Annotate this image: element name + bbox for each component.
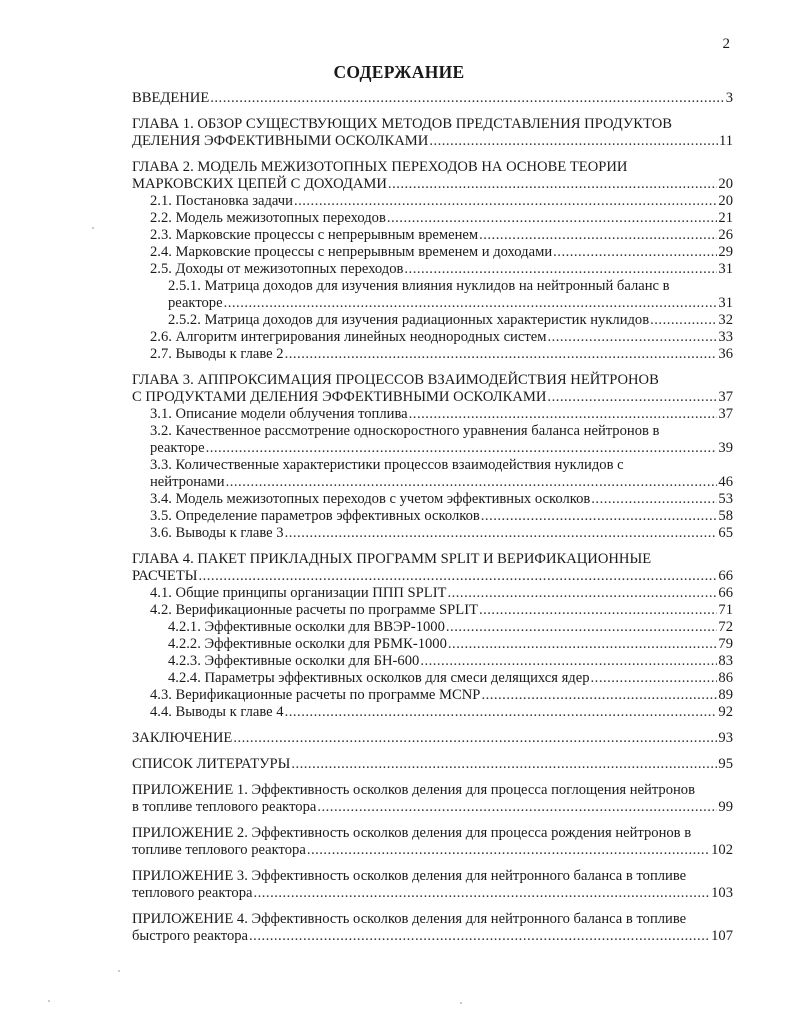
toc-entry[interactable] [132, 210, 733, 227]
toc-entry-line [132, 730, 733, 747]
dot-leader [650, 312, 717, 329]
dot-leader [206, 440, 718, 457]
toc-entry-page-number: 39 [718, 440, 733, 456]
toc-entry-line [168, 295, 733, 312]
toc-entry-line [132, 568, 733, 585]
dot-leader [547, 389, 717, 406]
toc-entry-title: реакторе [150, 440, 205, 456]
toc-entry-page-number: 65 [718, 525, 733, 541]
toc-entry-page-number: 92 [718, 704, 733, 720]
toc-entry-page-number: 71 [718, 602, 733, 618]
toc-entry-line [132, 756, 733, 773]
toc-entry-title: С ПРОДУКТАМИ ДЕЛЕНИЯ ЭФФЕКТИВНЫМИ ОСКОЛКАМИ [132, 389, 547, 405]
toc-entry[interactable] [132, 159, 733, 193]
toc-entry-first-line: ГЛАВА 2. МОДЕЛЬ МЕЖИЗОТОПНЫХ ПЕРЕХОДОВ НА ОСНОВЕ ТЕОРИИ [132, 159, 628, 175]
toc-entry-title: 4.2.4. Параметры эффективных осколков для смеси делящихся ядер [168, 670, 590, 686]
toc-entry-title: 2.3. Марковские процессы с непрерывным временем [150, 227, 479, 243]
toc-entry-title: ВВЕДЕНИЕ [132, 90, 210, 106]
toc-entry-title: 2.5. Доходы от межизотопных переходов [150, 261, 404, 277]
table-of-contents [132, 90, 733, 945]
toc-entry-line [150, 329, 733, 346]
toc-entry-title: 2.1. Постановка задачи [150, 193, 293, 209]
dot-leader [233, 730, 717, 747]
toc-entry-page-number: 31 [718, 261, 733, 277]
dot-leader [294, 193, 717, 210]
toc-entry-title: 2.2. Модель межизотопных переходов [150, 210, 386, 226]
toc-entry-title: 3.6. Выводы к главе 3 [150, 525, 284, 541]
toc-entry-title: 3.4. Модель межизотопных переходов с учетом эффективных осколков [150, 491, 591, 507]
toc-entry-line [168, 636, 733, 653]
toc-entry-line [150, 474, 733, 491]
toc-entry[interactable] [132, 756, 733, 773]
toc-entry[interactable] [132, 278, 733, 312]
dot-leader [481, 687, 717, 704]
toc-entry-title: 4.4. Выводы к главе 4 [150, 704, 284, 720]
toc-entry-page-number: 37 [718, 389, 733, 405]
toc-entry-line [168, 670, 733, 687]
toc-entry-page-number: 72 [718, 619, 733, 635]
dot-leader [447, 585, 717, 602]
toc-entry-first-line: ПРИЛОЖЕНИЕ 3. Эффективность осколков деления для нейтронного баланса в топливе [132, 868, 687, 884]
toc-entry-line [150, 406, 733, 423]
toc-entry-line [150, 704, 733, 721]
dot-leader [210, 90, 724, 107]
dot-leader [198, 568, 717, 585]
toc-entry-first-line: ПРИЛОЖЕНИЕ 4. Эффективность осколков деления для нейтронного баланса в топливе [132, 911, 687, 927]
toc-entry[interactable] [132, 782, 733, 816]
toc-entry-page-number: 11 [718, 133, 733, 149]
toc-entry-line [168, 619, 733, 636]
toc-entry[interactable] [132, 868, 733, 902]
toc-entry-title: 2.4. Марковские процессы с непрерывным временем и доходами [150, 244, 553, 260]
toc-entry[interactable] [132, 244, 733, 261]
dot-leader [591, 491, 717, 508]
toc-entry-line [150, 440, 733, 457]
toc-entry[interactable] [132, 193, 733, 210]
toc-entry[interactable] [132, 491, 733, 508]
dot-leader [547, 329, 717, 346]
toc-entry-line [150, 244, 733, 261]
toc-entry-page-number: 83 [718, 653, 733, 669]
toc-entry-title: РАСЧЕТЫ [132, 568, 198, 584]
dot-leader [404, 261, 717, 278]
toc-entry-line [150, 227, 733, 244]
toc-entry-first-line: 2.5.1. Матрица доходов для изучения влияния нуклидов на нейтронный баланс в [168, 278, 670, 294]
toc-entry-title: 2.5.2. Матрица доходов для изучения радиационных характеристик нуклидов [168, 312, 650, 328]
toc-entry-title: в топливе теплового реактора [132, 799, 317, 815]
toc-entry-page-number: 95 [718, 756, 733, 772]
page-number: 2 [722, 36, 730, 52]
toc-entry[interactable] [132, 372, 733, 406]
toc-entry-line [150, 585, 733, 602]
dot-leader [317, 799, 717, 816]
toc-entry-page-number: 103 [711, 885, 733, 901]
toc-entry-page-number: 79 [718, 636, 733, 652]
toc-entry-page-number: 89 [718, 687, 733, 703]
dot-leader [224, 295, 718, 312]
toc-entry-page-number: 107 [711, 928, 733, 944]
toc-entry-title: ДЕЛЕНИЯ ЭФФЕКТИВНЫМИ ОСКОЛКАМИ [132, 133, 429, 149]
toc-entry[interactable] [132, 704, 733, 721]
toc-entry-page-number: 37 [718, 406, 733, 422]
toc-entry[interactable] [132, 457, 733, 491]
toc-entry-title: 3.5. Определение параметров эффективных осколков [150, 508, 480, 524]
toc-entry-first-line: 3.2. Качественное рассмотрение односкоростного уравнения баланса нейтронов в [150, 423, 660, 439]
toc-entry-page-number: 99 [718, 799, 733, 815]
dot-leader [388, 176, 717, 193]
toc-entry[interactable] [132, 636, 733, 653]
dot-leader [446, 619, 718, 636]
toc-entry[interactable] [132, 825, 733, 859]
toc-entry[interactable] [132, 730, 733, 747]
toc-entry-page-number: 26 [718, 227, 733, 243]
toc-entry-page-number: 53 [718, 491, 733, 507]
toc-entry-line [132, 133, 733, 150]
toc-entry[interactable] [132, 687, 733, 704]
toc-entry-line [150, 602, 733, 619]
dot-leader [448, 636, 718, 653]
toc-entry-line [132, 928, 733, 945]
dot-leader [285, 525, 718, 542]
dot-leader [253, 885, 710, 902]
toc-entry-title: реакторе [168, 295, 223, 311]
dot-leader [409, 406, 718, 423]
toc-entry-line [150, 687, 733, 704]
dot-leader [591, 670, 718, 687]
toc-entry[interactable] [132, 602, 733, 619]
toc-entry-page-number: 36 [718, 346, 733, 362]
toc-entry-line [150, 491, 733, 508]
toc-entry-title: 4.1. Общие принципы организации ППП SPLIT [150, 585, 447, 601]
toc-entry-page-number: 20 [718, 176, 733, 192]
toc-entry[interactable] [132, 329, 733, 346]
toc-entry-page-number: 32 [718, 312, 733, 328]
toc-entry-line [150, 525, 733, 542]
dot-leader [481, 508, 718, 525]
toc-entry-title: теплового реактора [132, 885, 253, 901]
toc-entry[interactable] [132, 312, 733, 329]
toc-entry[interactable] [132, 653, 733, 670]
toc-entry-first-line: ГЛАВА 4. ПАКЕТ ПРИКЛАДНЫХ ПРОГРАММ SPLIT И ВЕРИФИКАЦИОННЫЕ [132, 551, 652, 567]
dot-leader [479, 602, 717, 619]
toc-entry-page-number: 21 [718, 210, 733, 226]
dot-leader [285, 346, 718, 363]
dot-leader [285, 704, 718, 721]
toc-entry-first-line: ПРИЛОЖЕНИЕ 1. Эффективность осколков деления для процесса поглощения нейтронов [132, 782, 695, 798]
toc-entry-page-number: 66 [718, 568, 733, 584]
dot-leader [420, 653, 717, 670]
toc-entry-title: 2.7. Выводы к главе 2 [150, 346, 284, 362]
dot-leader [429, 133, 718, 150]
toc-entry-page-number: 20 [718, 193, 733, 209]
scan-speck [460, 1002, 462, 1004]
toc-entry-line [150, 193, 733, 210]
toc-entry[interactable] [132, 116, 733, 150]
toc-entry-line [132, 799, 733, 816]
toc-entry[interactable] [132, 423, 733, 457]
toc-entry-first-line: 3.3. Количественные характеристики процессов взаимодействия нуклидов с [150, 457, 624, 473]
toc-entry[interactable] [132, 619, 733, 636]
toc-entry-line [150, 508, 733, 525]
toc-entry-line [132, 885, 733, 902]
dot-leader [249, 928, 710, 945]
toc-entry-title: нейтронами [150, 474, 225, 490]
dot-leader [291, 756, 717, 773]
toc-entry-line [132, 176, 733, 193]
toc-entry-title: 4.2.2. Эффективные осколки для РБМК-1000 [168, 636, 447, 652]
toc-entry-title: 2.6. Алгоритм интегрирования линейных неоднородных систем [150, 329, 547, 345]
toc-entry-title: СПИСОК ЛИТЕРАТУРЫ [132, 756, 291, 772]
toc-entry[interactable] [132, 406, 733, 423]
scan-speck [92, 227, 94, 229]
toc-entry-line [132, 842, 733, 859]
toc-entry-title: 3.1. Описание модели облучения топлива [150, 406, 408, 422]
toc-entry-title: ЗАКЛЮЧЕНИЕ [132, 730, 233, 746]
toc-entry-page-number: 93 [718, 730, 733, 746]
toc-entry-page-number: 31 [718, 295, 733, 311]
toc-entry-title: МАРКОВСКИХ ЦЕПЕЙ С ДОХОДАМИ [132, 176, 387, 192]
toc-entry[interactable] [132, 90, 733, 107]
scan-speck [118, 970, 120, 972]
page-title: СОДЕРЖАНИЕ [333, 62, 465, 82]
toc-entry-first-line: ПРИЛОЖЕНИЕ 2. Эффективность осколков деления для процесса рождения нейтронов в [132, 825, 692, 841]
toc-entry[interactable] [132, 551, 733, 585]
dot-leader [226, 474, 718, 491]
toc-entry-line [132, 90, 733, 107]
toc-entry-first-line: ГЛАВА 1. ОБЗОР СУЩЕСТВУЮЩИХ МЕТОДОВ ПРЕДСТАВЛЕНИЯ ПРОДУКТОВ [132, 116, 672, 132]
toc-entry-page-number: 46 [718, 474, 733, 490]
toc-entry-title: быстрого реактора [132, 928, 249, 944]
toc-entry-line [168, 653, 733, 670]
dot-leader [479, 227, 717, 244]
toc-entry[interactable] [132, 585, 733, 602]
toc-entry[interactable] [132, 346, 733, 363]
toc-entry-line [150, 346, 733, 363]
scan-speck [48, 1000, 50, 1002]
toc-entry-title: топливе теплового реактора [132, 842, 306, 858]
toc-entry-page-number: 66 [718, 585, 733, 601]
toc-entry-first-line: ГЛАВА 3. АППРОКСИМАЦИЯ ПРОЦЕССОВ ВЗАИМОДЕЙСТВИЯ НЕЙТРОНОВ [132, 372, 659, 388]
dot-leader [387, 210, 718, 227]
toc-entry[interactable] [132, 911, 733, 945]
toc-entry-page-number: 86 [718, 670, 733, 686]
toc-entry[interactable] [132, 261, 733, 278]
toc-entry-line [168, 312, 733, 329]
toc-entry-title: 4.2. Верификационные расчеты по программе SPLIT [150, 602, 478, 618]
toc-entry-title: 4.2.3. Эффективные осколки для БН-600 [168, 653, 420, 669]
toc-entry-title: 4.2.1. Эффективные осколки для ВВЭР-1000 [168, 619, 445, 635]
toc-entry-page-number: 102 [711, 842, 733, 858]
toc-entry-page-number: 29 [718, 244, 733, 260]
toc-entry-line [150, 210, 733, 227]
toc-entry-line [132, 389, 733, 406]
toc-entry[interactable] [132, 525, 733, 542]
toc-entry-page-number: 33 [718, 329, 733, 345]
toc-entry-page-number: 58 [718, 508, 733, 524]
toc-entry[interactable] [132, 670, 733, 687]
toc-entry-page-number: 3 [725, 90, 733, 106]
toc-entry[interactable] [132, 227, 733, 244]
dot-leader [307, 842, 710, 859]
toc-entry[interactable] [132, 508, 733, 525]
dot-leader [553, 244, 717, 261]
toc-entry-line [150, 261, 733, 278]
toc-entry-title: 4.3. Верификационные расчеты по программе MCNP [150, 687, 481, 703]
